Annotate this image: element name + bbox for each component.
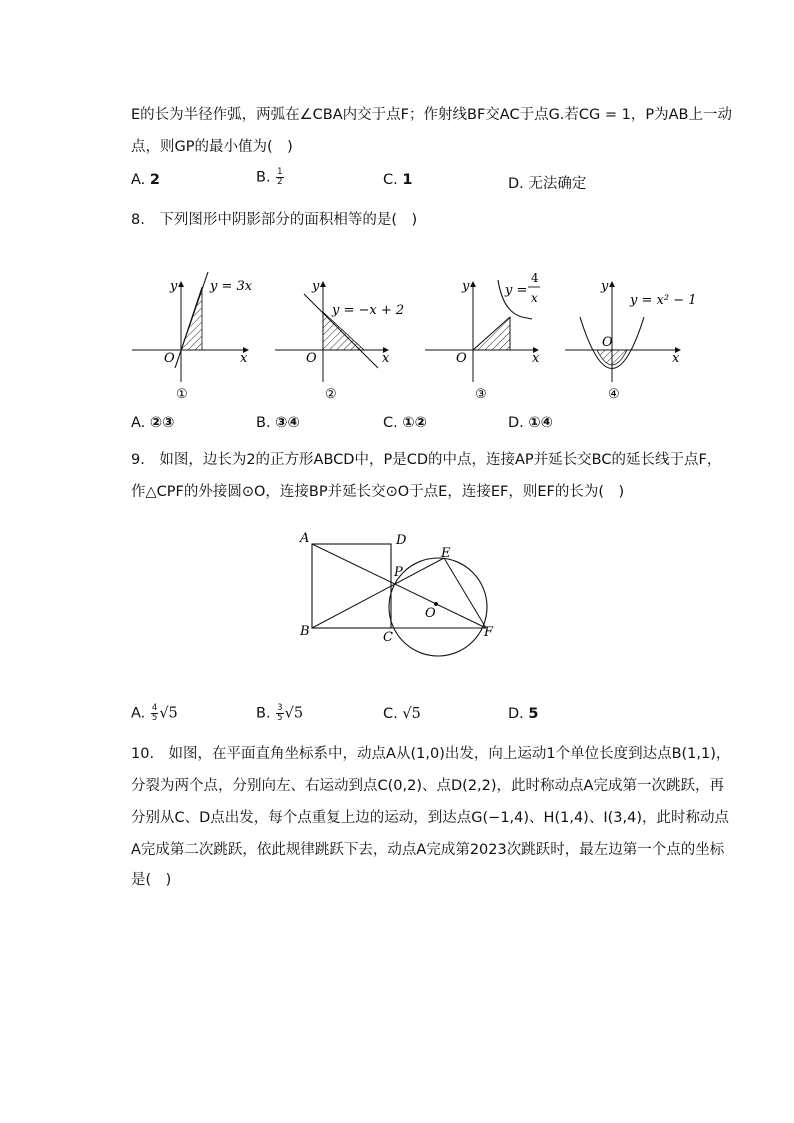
x-axis-label: x bbox=[532, 351, 540, 366]
graph-3-denominator: x bbox=[531, 291, 538, 305]
q9-figure bbox=[290, 528, 510, 668]
q9-option-b[interactable]: B. $\frac{3}{5}$ √5 bbox=[256, 703, 304, 723]
graph-1 bbox=[132, 272, 253, 402]
point-p-label: P bbox=[394, 565, 403, 580]
graph-1-equation: y = 3x bbox=[210, 279, 253, 294]
graph-3-mark: ③ bbox=[475, 387, 487, 402]
q8-stem: 8. 下列图形中阴影部分的面积相等的是( ) bbox=[131, 212, 418, 228]
point-b-label: B bbox=[300, 624, 310, 639]
q8-option-b[interactable]: B. ③④ bbox=[256, 415, 300, 431]
q10-line-5: 是( ) bbox=[131, 872, 172, 888]
q7-option-b[interactable]: B. $\frac{1}{2}$ bbox=[256, 167, 283, 187]
graph-1-mark: ① bbox=[176, 387, 188, 402]
graph-4-mark: ④ bbox=[608, 387, 620, 402]
point-e-label: E bbox=[441, 546, 451, 561]
q8-option-a[interactable]: A. ②③ bbox=[131, 415, 175, 431]
origin-label: O bbox=[306, 351, 317, 366]
y-axis-label: y bbox=[601, 279, 609, 294]
q9-line-1: 9. 如图，边长为2的正方形ABCD中，P是CD的中点，连接AP并延长交BC的延长线于点F， bbox=[131, 452, 722, 468]
graph-2 bbox=[275, 279, 404, 402]
graph-2-mark: ② bbox=[325, 387, 337, 402]
point-o-label: O bbox=[425, 606, 436, 621]
x-axis-label: x bbox=[672, 351, 680, 366]
q8-graphs bbox=[120, 262, 700, 407]
q9-line-2: 作△CPF的外接圆⊙O，连接BP并延长交⊙O于点E，连接EF，则EF的长为( ) bbox=[131, 484, 625, 500]
graph-4-equation: y = x² − 1 bbox=[630, 293, 697, 308]
q7-line-2: 点，则GP的最小值为( ) bbox=[131, 139, 293, 155]
y-axis-label: y bbox=[462, 279, 470, 294]
origin-label: O bbox=[602, 335, 613, 350]
origin-label: O bbox=[164, 351, 175, 366]
q9-option-a[interactable]: A. $\frac{4}{5}$ √5 bbox=[131, 703, 178, 723]
y-axis-label: y bbox=[312, 279, 320, 294]
point-d-label: D bbox=[396, 533, 407, 548]
q8-option-c[interactable]: C. ①② bbox=[383, 415, 427, 431]
q10-line-4: A完成第二次跳跃，依此规律跳跃下去，动点A完成第2023次跳跃时，最左边第一个点的坐标 bbox=[131, 842, 725, 858]
fraction: $\frac{4}{5}$ bbox=[151, 703, 158, 723]
q7-option-d[interactable]: D. 无法确定 bbox=[508, 176, 587, 192]
q7-line-1: E的长为半径作弧，两弧在∠CBA内交于点F；作射线BF交AC于点G.若CG = 1，P为AB上一动 bbox=[131, 107, 732, 123]
q9-option-c[interactable]: C. √5 bbox=[383, 706, 421, 722]
q10-line-1: 10. 如图，在平面直角坐标系中，动点A从(1,0)出发，向上运动1个单位长度到达点B(1,1)， bbox=[131, 746, 731, 762]
q8-option-d[interactable]: D. ①④ bbox=[508, 415, 553, 431]
x-axis-label: x bbox=[240, 351, 248, 366]
q7-option-c[interactable]: C. 1 bbox=[383, 172, 413, 188]
fraction: $\frac{3}{5}$ bbox=[277, 703, 283, 723]
graph-3 bbox=[425, 271, 540, 402]
point-f-label: F bbox=[484, 625, 494, 640]
x-axis-label: x bbox=[382, 351, 390, 366]
graph-4 bbox=[565, 279, 696, 402]
graph-3-numerator: 4 bbox=[531, 271, 539, 285]
point-c-label: C bbox=[383, 630, 393, 645]
fraction: $\frac{1}{2}$ bbox=[277, 167, 283, 187]
origin-label: O bbox=[456, 351, 467, 366]
graph-3-equation: y = bbox=[505, 283, 528, 298]
q7-option-a[interactable]: A. 2 bbox=[131, 172, 160, 188]
graph-2-equation: y = −x + 2 bbox=[332, 303, 405, 318]
y-axis-label: y bbox=[170, 279, 178, 294]
point-a-label: A bbox=[300, 531, 310, 546]
q10-line-2: 分裂为两个点，分别向左、右运动到点C(0,2)、点D(2,2)，此时称动点A完成第一次跳跃，再 bbox=[131, 778, 724, 794]
q9-option-d[interactable]: D. 5 bbox=[508, 706, 539, 722]
q10-line-3: 分别从C、D点出发，每个点重复上边的运动，到达点G(−1,4)、H(1,4)、I(3,4)，此时称动点 bbox=[131, 810, 729, 826]
